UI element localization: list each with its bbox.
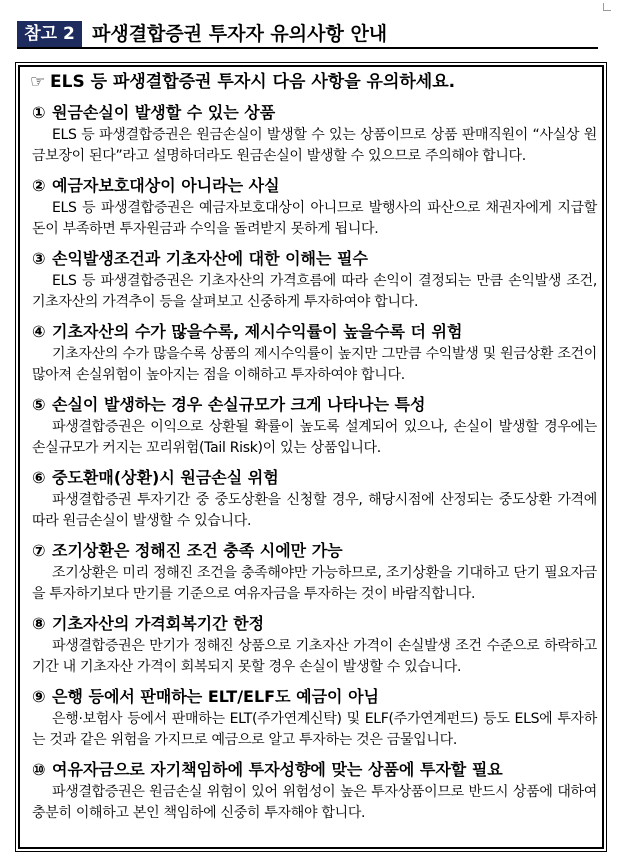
notice-item-body: 파생결합증권은 만기가 정해진 상품으로 기초자산 가격이 손실발생 조건 수준으로 하락하고 기간 내 기초자산 가격이 회복되지 못할 경우 손실이 발생할 수 있습니다. [32,638,597,675]
item-title-text: 여유자금으로 자기책임하에 투자성향에 맞는 상품에 투자할 필요 [52,760,503,779]
item-number: ⑤ [32,395,46,414]
document-header [17,21,598,49]
item-title-text: 조기상환은 정해진 조건 충족 시에만 가능 [52,541,343,560]
page-corner-mark [603,3,611,11]
notice-item-body: 파생결합증권 투자기간 중 중도상환을 신청할 경우, 해당시점에 산정되는 중도상환 가격에 따라 원금손실이 발생할 수 있습니다. [32,492,597,529]
notice-item-body: 은행·보험사 등에서 판매하는 ELT(주가연계신탁) 및 ELF(주가연계펀드) 등도 ELS에 투자하는 것과 같은 위험을 가지므로 예금으로 알고 투자하는 것은 금물입니다. [32,711,597,748]
notice-heading [30,71,597,93]
notice-item-5 [30,394,597,459]
item-title-text: 손익발생조건과 기초자산에 대한 이해는 필수 [52,249,368,268]
notice-item-title [30,613,597,635]
item-number: ⑥ [32,468,46,487]
notice-item-10 [30,759,597,824]
item-number: ③ [32,249,46,268]
notice-item-title [30,394,597,416]
notice-item-title [30,467,597,489]
notice-item-body: ELS 등 파생결합증권은 예금자보호대상이 아니므로 발행사의 파산으로 채권자에게 지급할 돈이 부족하면 투자원금과 수익을 돌려받지 못하게 됩니다. [32,200,597,237]
notice-box [15,62,607,852]
notice-item-title [30,321,597,343]
item-title-text: 손실이 발생하는 경우 손실규모가 크게 나타나는 특성 [52,395,426,414]
item-number: ⑧ [32,614,46,633]
notice-item-4 [30,321,597,386]
notice-item-title [30,175,597,197]
notice-item-2 [30,175,597,240]
item-number: ① [32,103,46,122]
notice-item-3 [30,248,597,313]
item-title-text: 원금손실이 발생할 수 있는 상품 [52,103,276,122]
notice-box-inner [18,65,604,849]
item-number: ⑦ [32,541,46,560]
notice-item-body: 파생결합증권은 원금손실 위험이 있어 위험성이 높은 투자상품이므로 반드시 상품에 대하여 충분히 이해하고 본인 책임하에 신중히 투자해야 합니다. [32,784,597,821]
notice-item-body: ELS 등 파생결합증권은 원금손실이 발생할 수 있는 상품이므로 상품 판매직원이 “사실상 원금보장이 된다”라고 설명하더라도 원금손실이 발생할 수 있으므로 주의해야 합니다. [32,127,597,164]
item-number: ② [32,176,46,195]
document-title: 파생결합증권 투자자 유의사항 안내 [92,23,388,45]
notice-item-body: ELS 등 파생결합증권은 기초자산의 가격흐름에 따라 손익이 결정되는 만큼 손익발생 조건, 기초자산의 가격추이 등을 살펴보고 신중하게 투자하여야 합니다. [32,273,597,310]
notice-item-1 [30,102,597,167]
notice-item-body: 파생결합증권은 이익으로 상환될 확률이 높도록 설계되어 있으나, 손실이 발생할 경우에는 손실규모가 커지는 꼬리위험(Tail Risk)이 있는 상품입니다. [32,419,597,456]
notice-item-6 [30,467,597,532]
notice-item-title [30,102,597,124]
item-title-text: 기초자산의 가격회복기간 한정 [52,614,265,633]
notice-item-title [30,686,597,708]
item-title-text: 중도환매(상환)시 원금손실 위험 [52,468,279,487]
pointing-hand-icon: ☞ [30,72,46,92]
notice-item-body: 조기상환은 미리 정해진 조건을 충족해야만 가능하므로, 조기상환을 기대하고 단기 필요자금을 투자하기보다 만기를 기준으로 여유자금을 투자하는 것이 바람직합니다. [32,565,597,602]
item-title-text: 기초자산의 수가 많을수록, 제시수익률이 높을수록 더 위험 [52,322,463,341]
item-title-text: 예금자보호대상이 아니라는 사실 [52,176,280,195]
notice-item-title [30,540,597,562]
reference-badge: 참고 2 [17,21,82,47]
item-title-text: 은행 등에서 판매하는 ELT/ELF도 예금이 아님 [52,687,379,706]
notice-item-body: 기초자산의 수가 많을수록 상품의 제시수익률이 높지만 그만큼 수익발생 및 원금상환 조건이 많아져 손실위험이 높아지는 점을 이해하고 투자하여야 합니다. [32,346,597,383]
item-number: ⑨ [32,687,46,706]
notice-item-title [30,248,597,270]
item-number: ④ [32,322,46,341]
item-number: ⑩ [32,760,46,779]
notice-item-title [30,759,597,781]
notice-heading-text: ELS 등 파생결합증권 투자시 다음 사항을 유의하세요. [50,72,456,92]
notice-item-7 [30,540,597,605]
notice-item-9 [30,686,597,751]
notice-item-8 [30,613,597,678]
